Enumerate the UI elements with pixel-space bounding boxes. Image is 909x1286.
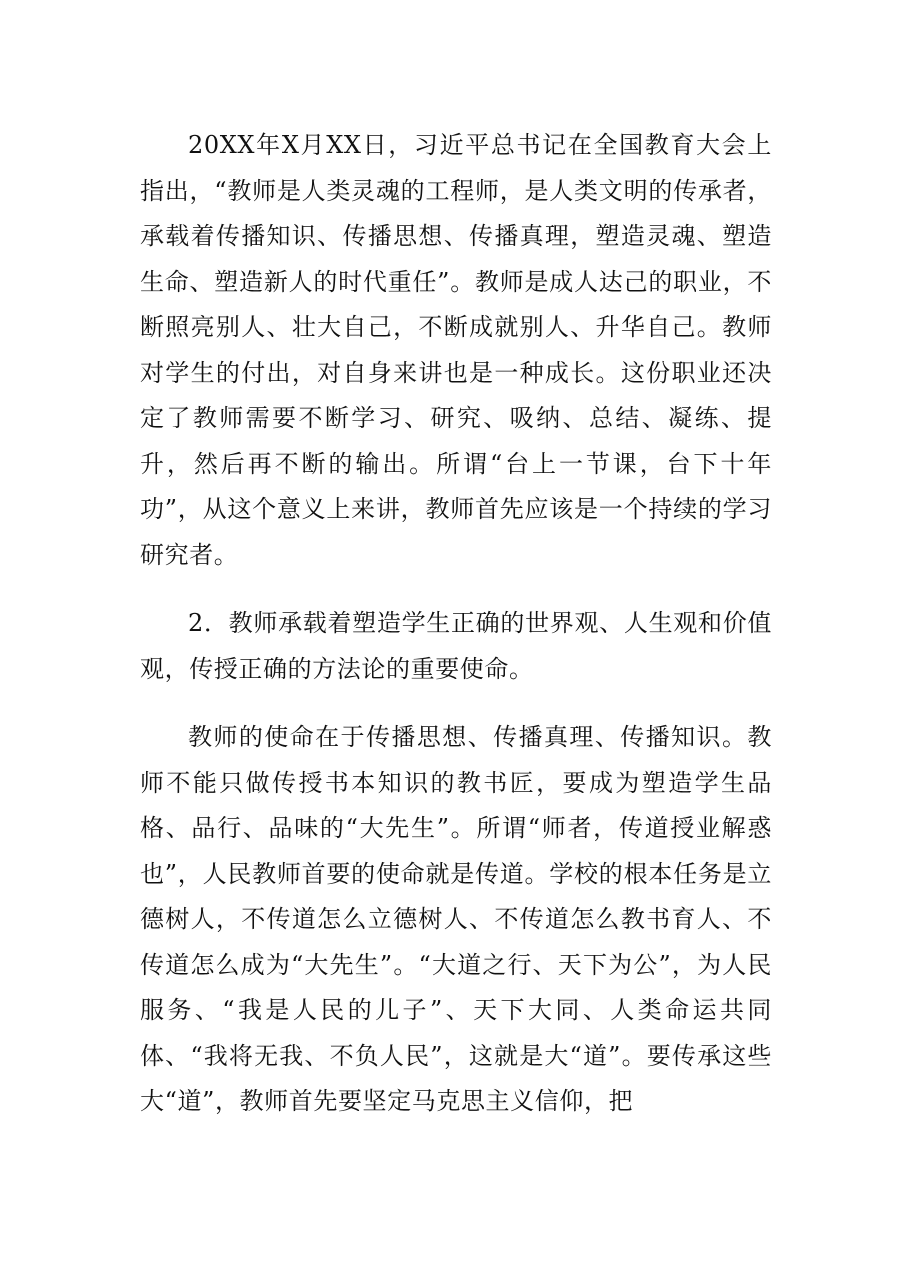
paragraph-teacher-mission: 教师的使命在于传播思想、传播真理、传播知识。教师不能只做传授书本知识的教书匠，要成为塑造学生品格、品行、品味的“大先生”。所谓“师者，传道授业解惑也”，人民教师首要的使命就是传道。学校的根本任务是立德树人，不传道怎么立德树人、不传道怎么教书育人、不传道怎么成为“大先生”。“大道之行、天下为公”，为人民服务、“我是人民的儿子”、天下大同、人类命运共同体、“我将无我、不负人民”，这就是大“道”。要传承这些大“道”，教师首先要坚定马克思主义信仰，把 xyxy=(140,723,772,1115)
paragraph-education-conference: 20XX年X月XX日，习近平总书记在全国教育大会上指出，“教师是人类灵魂的工程师，是人类文明的传承者，承载着传播知识、传播思想、传播真理，塑造灵魂、塑造生命、塑造新人的时代重任”。教师是成人达己的职业，不断照亮别人、壮大自己，不断成就别人、升华自己。教师对学生的付出，对自身来讲也是一种成长。这份职业还决定了教师需要不断学习、研究、吸纳、总结、凝练、提升，然后再不断的输出。所谓“台上一节课，台下十年功”，从这个意义上来讲，教师首先应该是一个持续的学习研究者。 xyxy=(140,131,772,569)
paragraph-mission-heading: 2．教师承载着塑造学生正确的世界观、人生观和价值观，传授正确的方法论的重要使命。 xyxy=(140,609,772,683)
document-body xyxy=(140,123,772,1125)
